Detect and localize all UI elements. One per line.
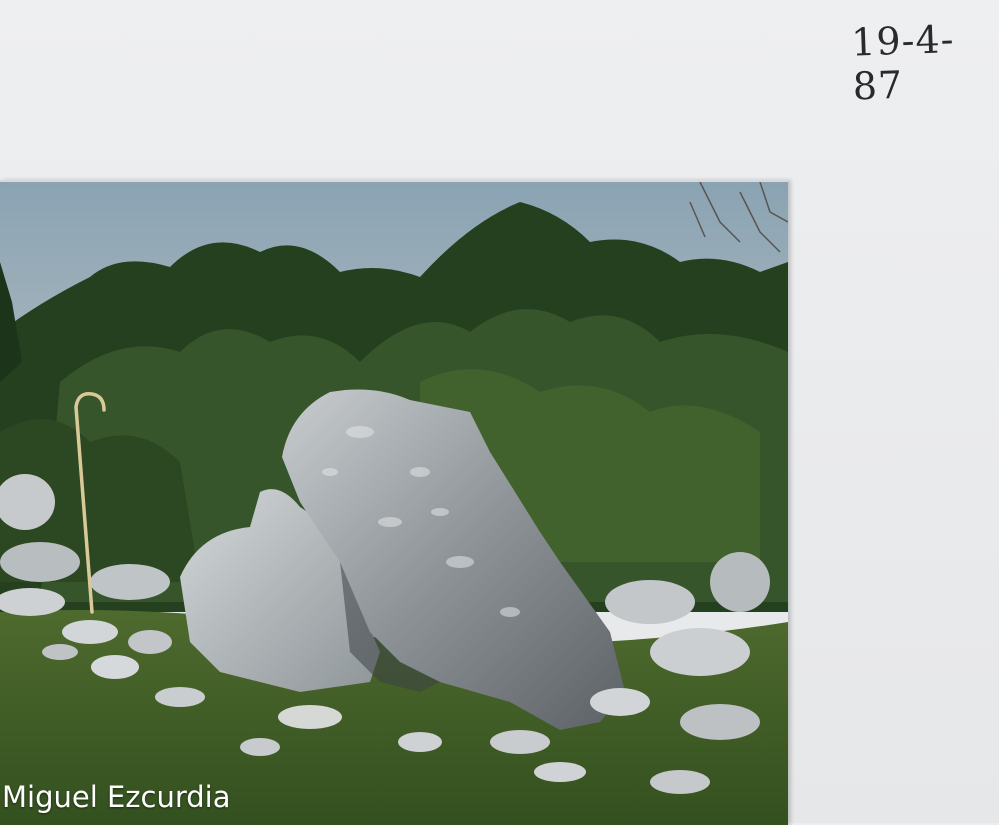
photo-scene — [0, 182, 788, 825]
handwritten-date: 19-4-87 — [850, 16, 956, 109]
photographer-credit: Miguel Ezcurdia — [2, 780, 231, 814]
photograph — [0, 180, 788, 825]
